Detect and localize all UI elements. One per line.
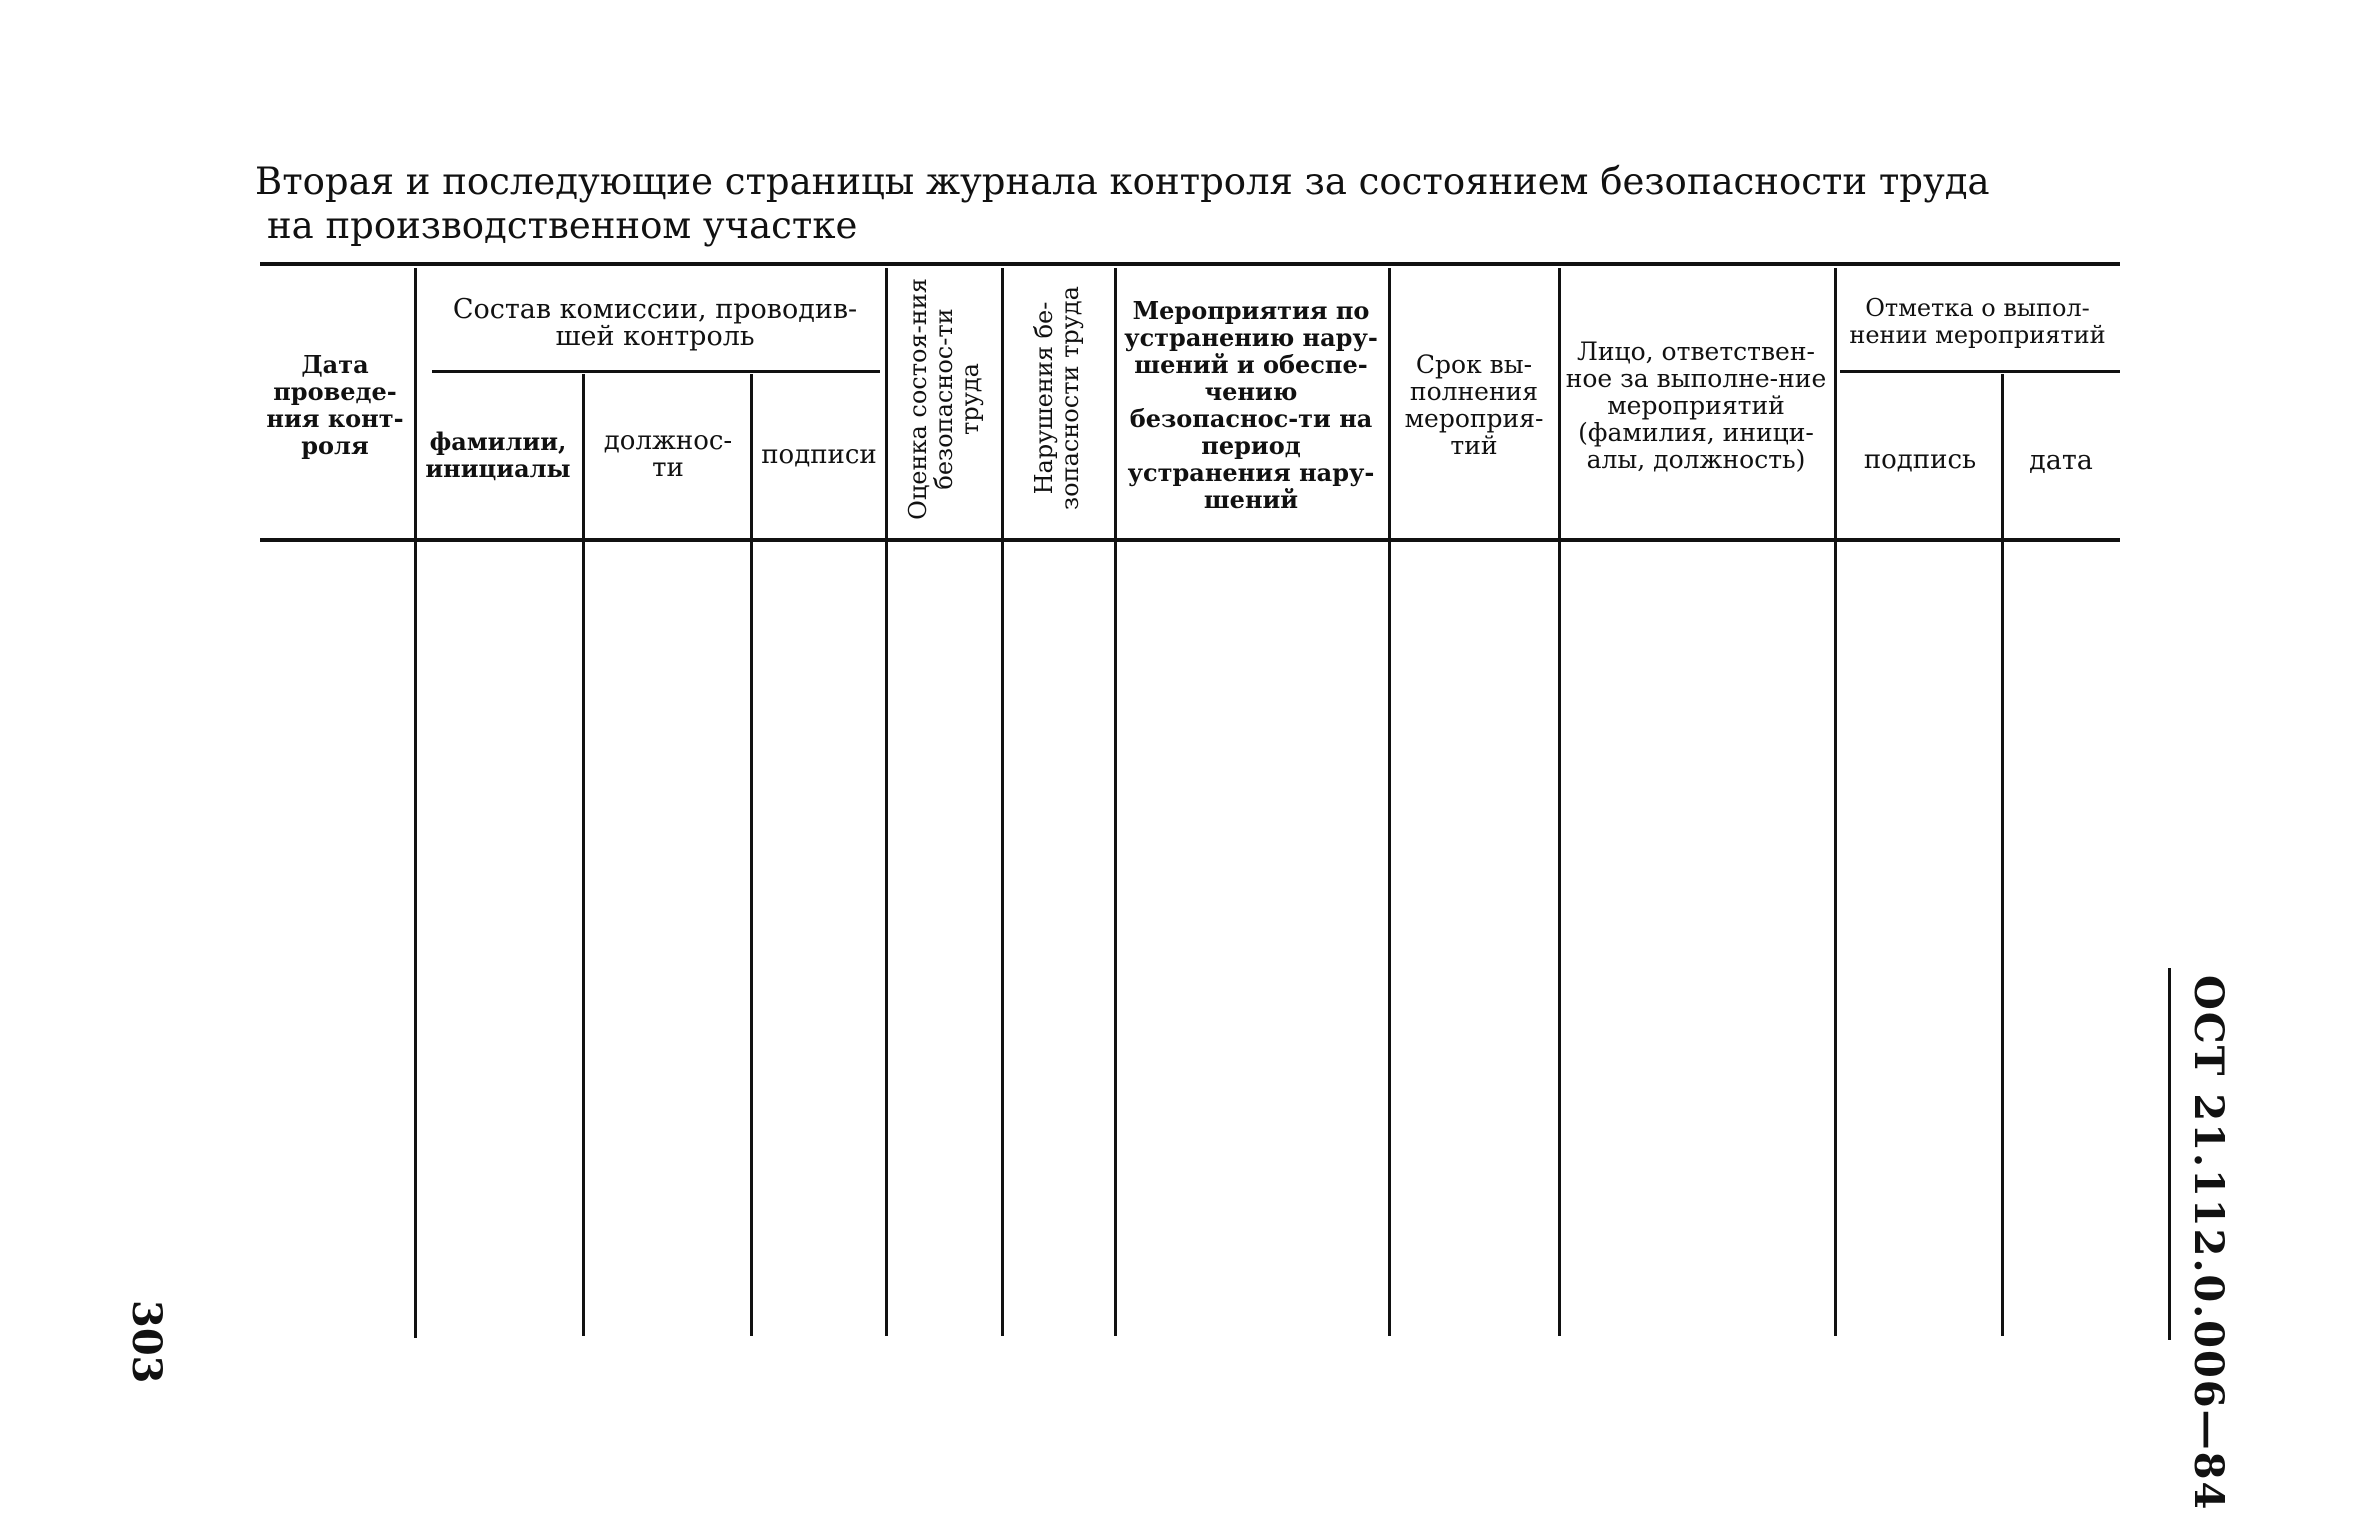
header-bottom-rule — [260, 538, 2120, 542]
col-divider-9 — [1834, 268, 1837, 1336]
header-measures: Мероприятия по устранению нару-шений и обеспе-чению безопаснос-ти на период устранения нару-шений — [1124, 296, 1378, 514]
header-deadline: Срок вы-полнения мероприя-тий — [1404, 350, 1544, 460]
header-assessment: Оценка состоя-ния безопаснос-ти труда — [904, 278, 984, 520]
header-responsible: Лицо, ответствен-ное за выполне-ние мероприятий (фамилия, иници-алы, должность) — [1565, 336, 1827, 474]
header-positions: должнос-ти — [603, 426, 733, 483]
title-line-1: Вторая и последующие страницы журнала контроля за состоянием безопасности труда — [255, 160, 1990, 203]
header-completion-date: дата — [2029, 444, 2093, 476]
header-completion-group: Отметка о выпол-нении мероприятий — [1849, 294, 2106, 349]
completion-subrule — [1840, 370, 2120, 373]
title-line-2: на производственном участке — [267, 204, 858, 247]
col-divider-6 — [1114, 268, 1117, 1336]
col-divider-5 — [1001, 268, 1004, 1336]
header-signatures: подписи — [761, 439, 877, 470]
table-top-rule — [260, 262, 2120, 266]
header-commission-group: Состав комиссии, проводив-шей контроль — [452, 293, 858, 352]
commission-subrule — [432, 370, 880, 373]
col-divider-3 — [750, 374, 753, 1336]
header-names: фамилии, инициалы — [425, 427, 571, 483]
header-sign: подпись — [1863, 444, 1977, 475]
header-violations: Нарушения бе-зопасности труда — [1030, 286, 1084, 510]
header-date: Дата проведе-ния конт-роля — [266, 350, 404, 460]
document-code: ОСТ 21.112.0.006—84 — [2185, 975, 2232, 1512]
document-code-rule — [2168, 968, 2171, 1340]
col-divider-8 — [1558, 268, 1561, 1336]
col-divider-2 — [582, 374, 585, 1336]
page-number: 303 — [123, 1300, 170, 1384]
col-divider-1 — [414, 268, 417, 1338]
col-divider-10 — [2001, 374, 2004, 1336]
page-title — [255, 160, 1990, 248]
col-divider-7 — [1388, 268, 1391, 1336]
